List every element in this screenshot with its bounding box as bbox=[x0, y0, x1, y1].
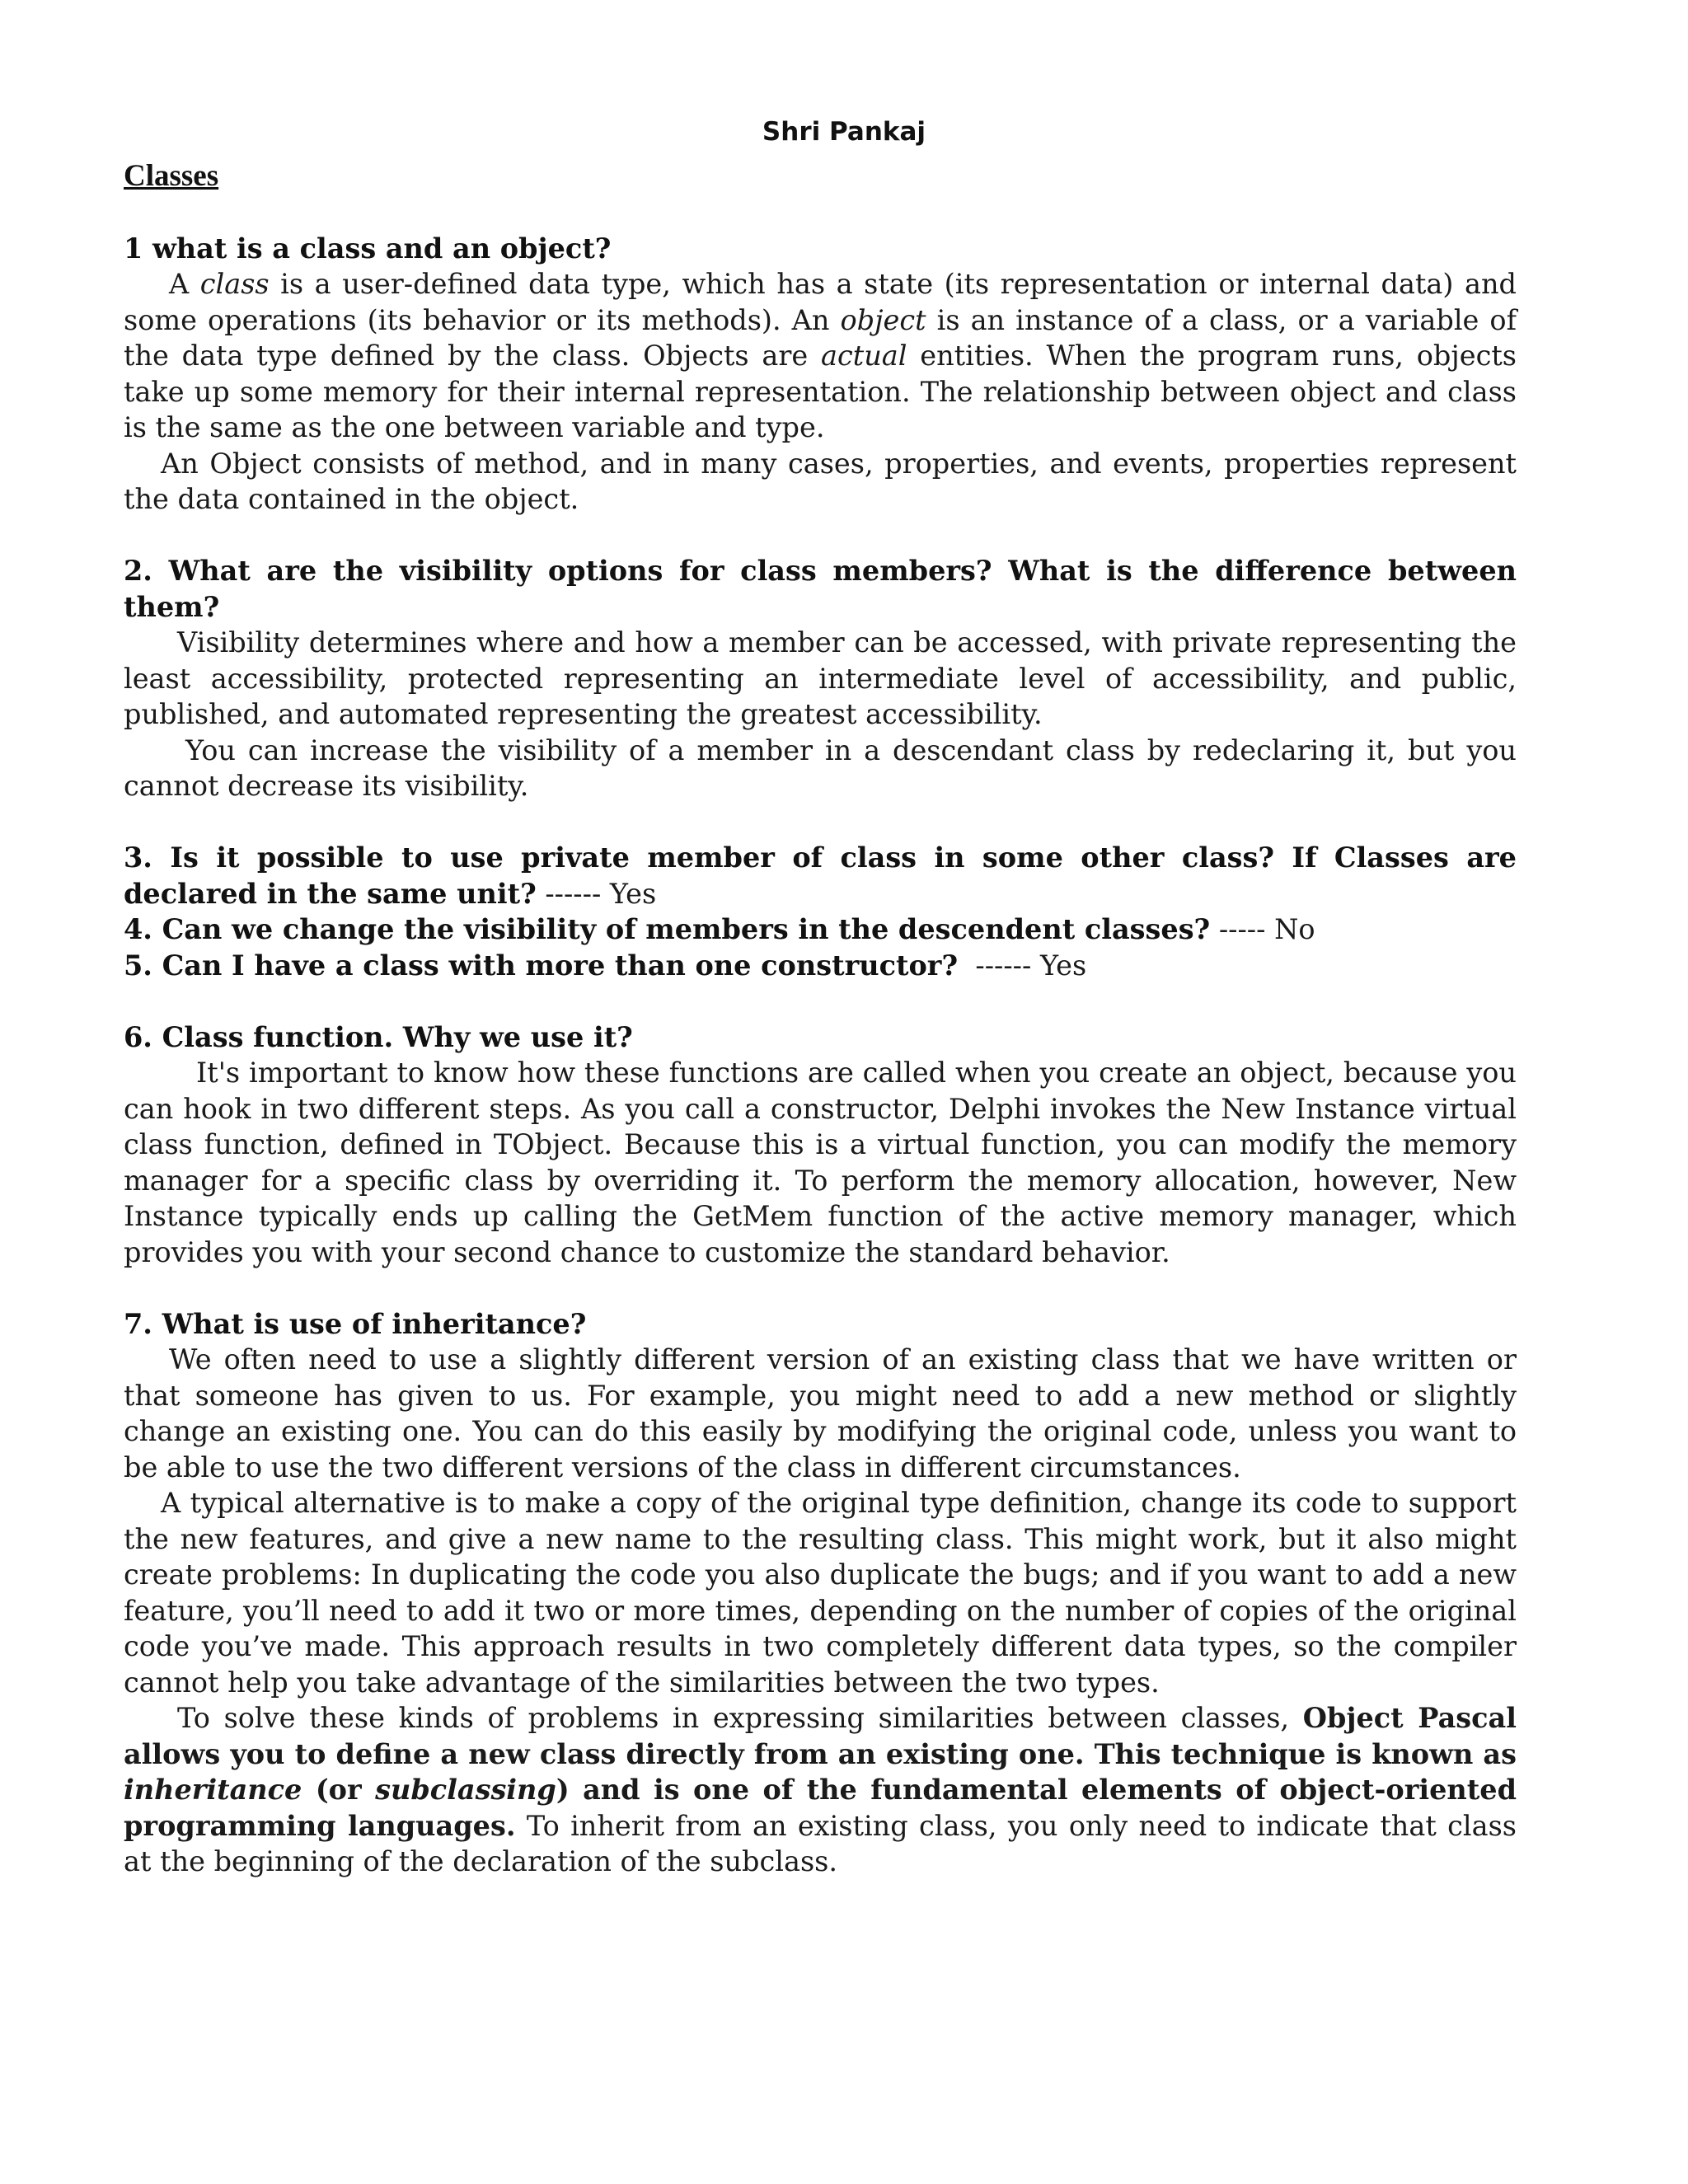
question-1-paragraph-1: A class is a user-defined data type, which has a state (its representation or internal data) and some operations (its behavior or its methods). An object is an instance of a class, or a variable of the data type defined by the class. Objects are actual entities. When the program runs, objects take up some memory for their internal representation. The relationship between object and class is the same as the one between variable and type. bbox=[124, 268, 1517, 443]
question-4-answer: ----- No bbox=[1210, 913, 1315, 945]
document-title: Classes bbox=[124, 159, 219, 193]
author-name: Shri Pankaj bbox=[762, 117, 926, 147]
document-page bbox=[124, 115, 1517, 1880]
question-7-paragraph-3: To solve these kinds of problems in expressing similarities between classes, Object Pascal allows you to define a new class directly from an existing one. This technique is known as inheritance (or subclassing) and is one of the fundamental elements of object-oriented programming languages. To inherit from an existing class, you only need to indicate that class at the beginning of the declaration of the subclass. bbox=[124, 1702, 1517, 1877]
question-7-paragraph-1: We often need to use a slightly different version of an existing class that we have written or that someone has given to us. For example, you might need to add a new method or slightly change an existing one. You can do this easily by modifying the original code, unless you want to be able to use the two different versions of the class in different circumstances. bbox=[124, 1343, 1517, 1483]
question-5-answer: ------ Yes bbox=[958, 949, 1087, 982]
question-1-heading: 1 what is a class and an object? bbox=[124, 232, 612, 265]
question-6-heading: 6. Class function. Why we use it? bbox=[124, 1020, 633, 1053]
question-3: 3. Is it possible to use private member of class in some other class? If Classes are declared in the same unit? ------ Yes bbox=[124, 841, 1517, 910]
question-3-answer: ------ Yes bbox=[536, 877, 657, 910]
question-7-heading: 7. What is use of inheritance? bbox=[124, 1307, 587, 1340]
question-6-paragraph-1: It's important to know how these functions are called when you create an object, because you can hook in two different steps. As you call a constructor, Delphi invokes the New Instance virtual class function, defined in TObject. Because this is a virtual function, you can modify the memory manager for a specific class by overriding it. To perform the memory allocation, however, New Instance typically ends up calling the GetMem function of the active memory manager, which provides you with your second chance to customize the standard behavior. bbox=[124, 1057, 1517, 1268]
question-4: 4. Can we change the visibility of members in the descendent classes? ----- No bbox=[124, 913, 1315, 945]
question-2-paragraph-2: You can increase the visibility of a member in a descendant class by redeclaring it, but you cannot decrease its visibility. bbox=[124, 733, 1517, 802]
question-2-paragraph-1: Visibility determines where and how a member can be accessed, with private representing the least accessibility, protected representing an intermediate level of accessibility, and public, published, and automated representing the greatest accessibility. bbox=[124, 626, 1517, 730]
question-1-paragraph-2: An Object consists of method, and in many cases, properties, and events, properties represent the data contained in the object. bbox=[124, 447, 1517, 515]
question-2-heading: 2. What are the visibility options for class members? What is the difference between them? bbox=[124, 555, 1517, 623]
question-5: 5. Can I have a class with more than one constructor? ------ Yes bbox=[124, 949, 1087, 982]
question-7-paragraph-2: A typical alternative is to make a copy of the original type definition, change its code to support the new features, and give a new name to the resulting class. This might work, but it also might create problems: In duplicating the code you also duplicate the bugs; and if you want to add a new feature, you’ll need to add it two or more times, depending on the number of copies of the original code you’ve made. This approach results in two completely different data types, so the compiler cannot help you take advantage of the similarities between the two types. bbox=[124, 1487, 1517, 1699]
